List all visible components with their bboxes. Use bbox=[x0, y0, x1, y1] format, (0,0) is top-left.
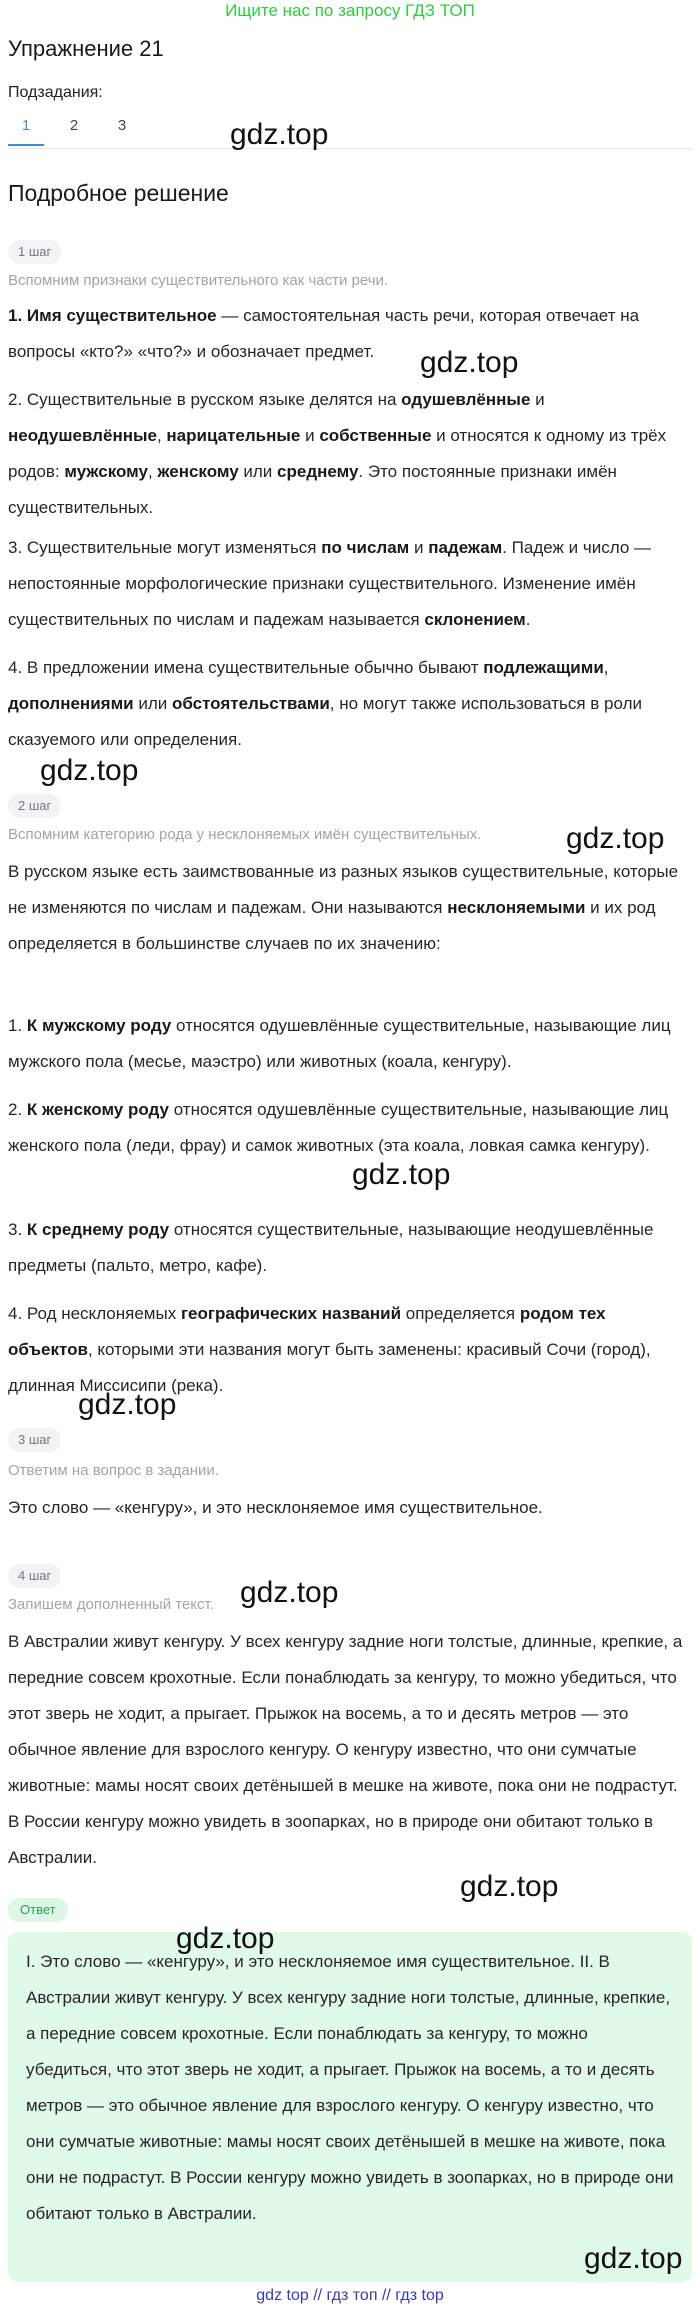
watermark: gdz.top bbox=[176, 1922, 275, 1955]
text-run: — самостоятельная часть речи, которая отвечает на вопросы «кто?» «что?» и обозначает предмет. bbox=[8, 306, 640, 361]
step-1-paragraph-3 bbox=[8, 530, 692, 638]
text-run: и bbox=[409, 538, 429, 557]
step-2-badge: 2 шаг bbox=[8, 794, 61, 818]
bold-term: по числам bbox=[321, 538, 410, 557]
step-1-description: Вспомним признаки существительного как части речи. bbox=[8, 272, 389, 289]
text-run: В Австралии живут кенгуру. У всех кенгуру задние ноги толстые, длинные, крепкие, а передние совсем крохотные. Если понаблюдать за кенгуру, то можно убедиться, что этот зверь не ходит, а прыгает. Прыжок на восемь, а то и десять метров — это обычное явление для взрослого кенгуру. О кенгуру известно, что они сумчатые животные: мамы носят своих детёнышей в мешке на животе, пока они не подрастут. В России кенгуру можно увидеть в зоопарках, но в природе они обитают только в Австралии. bbox=[8, 1632, 683, 1867]
step-2-paragraph-2 bbox=[8, 1008, 692, 1080]
step-4-paragraph-1 bbox=[8, 1624, 692, 1876]
bold-term: обстоятельствами bbox=[171, 694, 330, 713]
watermark: gdz.top bbox=[460, 1870, 559, 1903]
text-run: 4. В предложении имена существительные обычно бывают bbox=[8, 658, 484, 677]
step-2-description: Вспомним категорию рода у несклоняемых имён существительных. bbox=[8, 826, 482, 843]
text-run: , которыми эти названия могут быть заменены: красивый Сочи (город), длинная Миссисипи (река). bbox=[8, 1340, 651, 1395]
text-run: . Это постоянные признаки имён существительных. bbox=[8, 462, 617, 517]
top-banner: Ищите нас по запросу ГДЗ ТОП bbox=[225, 1, 475, 20]
tab-3[interactable]: 3 bbox=[117, 117, 127, 134]
watermark: gdz.top bbox=[352, 1158, 451, 1191]
bold-term: неодушевлённые bbox=[8, 426, 157, 445]
bold-term: одушевлённые bbox=[401, 390, 531, 409]
text-run: 4. Род несклоняемых bbox=[8, 1304, 181, 1323]
step-3-paragraph-1 bbox=[8, 1490, 692, 1526]
answer-badge: Ответ bbox=[8, 1898, 68, 1922]
text-run: и bbox=[530, 390, 545, 409]
bold-term: 1. Имя существительное bbox=[8, 306, 217, 325]
step-3-badge: 3 шаг bbox=[8, 1428, 61, 1452]
watermark: gdz.top bbox=[420, 346, 519, 379]
step-2-paragraph-3 bbox=[8, 1092, 692, 1164]
text-run: . bbox=[525, 610, 531, 629]
bold-term: собственные bbox=[319, 426, 432, 445]
bold-term: падежам bbox=[428, 538, 503, 557]
text-run: 2. bbox=[8, 1100, 27, 1119]
step-1-paragraph-2 bbox=[8, 382, 692, 526]
page-title: Упражнение 21 bbox=[8, 36, 164, 61]
step-2-paragraph-5 bbox=[8, 1296, 692, 1404]
footer-links: gdz top // гдз топ // гдз top bbox=[256, 2287, 444, 2304]
watermark: gdz.top bbox=[40, 754, 139, 787]
section-title: Подробное решение bbox=[8, 180, 229, 206]
tab-2[interactable]: 2 bbox=[69, 117, 79, 134]
text-run: 1. bbox=[8, 1016, 27, 1035]
bold-term: среднему bbox=[277, 462, 359, 481]
bold-term: К мужскому роду bbox=[26, 1016, 172, 1035]
step-1-paragraph-1 bbox=[8, 298, 692, 370]
subtasks-label: Подзадания: bbox=[8, 84, 103, 101]
bold-term: мужскому bbox=[64, 462, 148, 481]
text-run: 3. Существительные могут изменяться bbox=[8, 538, 322, 557]
step-1-paragraph-4 bbox=[8, 650, 692, 758]
subtask-tabs bbox=[8, 114, 692, 149]
text-run: определяется bbox=[401, 1304, 520, 1323]
step-1-badge: 1 шаг bbox=[8, 240, 61, 264]
tab-1[interactable]: 1 bbox=[8, 114, 44, 138]
answer-box bbox=[8, 1932, 692, 2282]
text-run: и их род определяется в большинстве случаев по их значению: bbox=[8, 898, 656, 953]
bold-term: нарицательные bbox=[166, 426, 301, 445]
text-run: или bbox=[238, 462, 278, 481]
bold-term: родом тех объектов bbox=[8, 1304, 606, 1359]
bold-term: географических названий bbox=[180, 1304, 402, 1323]
bold-term: дополнениями bbox=[8, 694, 134, 713]
text-run: относятся существительные, называющие неодушевлённые предметы (пальто, метро, кафе). bbox=[8, 1220, 654, 1275]
watermark: gdz.top bbox=[566, 822, 665, 855]
text-run: Это слово — «кенгуру», и это несклоняемое имя существительное. bbox=[8, 1498, 543, 1517]
bold-term: несклоняемыми bbox=[447, 898, 586, 917]
text-run: и bbox=[300, 426, 320, 445]
watermark: gdz.top bbox=[78, 1388, 177, 1421]
bold-term: женскому bbox=[157, 462, 239, 481]
text-run: . Падеж и число — непостоянные морфологические признаки существительного. Изменение имён существительных по числам и падежам называется bbox=[8, 538, 651, 629]
step-4-description: Запишем дополненный текст. bbox=[8, 1596, 214, 1613]
answer-text: I. Это слово — «кенгуру», и это несклоняемое имя существительное. II. В Австралии живут кенгуру. У всех кенгуру задние ноги толстые, длинные, крепкие, а передние совсем крохотные. Если понаблюдать за кенгуру, то можно убедиться, что этот зверь не ходит, а прыгает. Прыжок на восемь, а то и десять метров — это обычное явление для взрослого кенгуру. О кенгуру известно, что они сумчатые животные: мамы носят своих детёнышей в мешке на животе, пока они не подрастут. В России кенгуру можно увидеть в зоопарках, но в природе они обитают только в Австралии. bbox=[26, 1952, 674, 2223]
text-run: 2. Существительные в русском языке делятся на bbox=[8, 390, 402, 409]
bold-term: склонением bbox=[424, 610, 526, 629]
watermark: gdz.top bbox=[240, 1576, 339, 1609]
text-run: , bbox=[147, 462, 158, 481]
step-4-badge: 4 шаг bbox=[8, 1564, 61, 1588]
bold-term: К женскому роду bbox=[26, 1100, 169, 1119]
watermark: gdz.top bbox=[584, 2242, 683, 2275]
text-run: , bbox=[603, 658, 609, 677]
step-2-paragraph-4 bbox=[8, 1212, 692, 1284]
text-run: , bbox=[156, 426, 167, 445]
text-run: и относятся к одному из трёх родов: bbox=[8, 426, 667, 481]
text-run: , но могут также использоваться в роли сказуемого или определения. bbox=[8, 694, 642, 749]
bold-term: К среднему роду bbox=[26, 1220, 170, 1239]
watermark: gdz.top bbox=[230, 118, 329, 151]
text-run: 3. bbox=[8, 1220, 27, 1239]
text-run: относятся одушевлённые существительные, называющие лиц женского пола (леди, фрау) и самок животных (эта коала, ловкая самка кенгуру). bbox=[8, 1100, 669, 1155]
step-2-paragraph-1 bbox=[8, 854, 692, 962]
text-run: В русском языке есть заимствованные из разных языков существительные, которые не изменяются по числам и падежам. Они называются bbox=[8, 862, 679, 917]
text-run: или bbox=[133, 694, 172, 713]
text-run: относятся одушевлённые существительные, называющие лиц мужского пола (месье, маэстро) или животных (коала, кенгуру). bbox=[8, 1016, 671, 1071]
step-3-description: Ответим на вопрос в задании. bbox=[8, 1462, 219, 1479]
bold-term: подлежащими bbox=[483, 658, 604, 677]
